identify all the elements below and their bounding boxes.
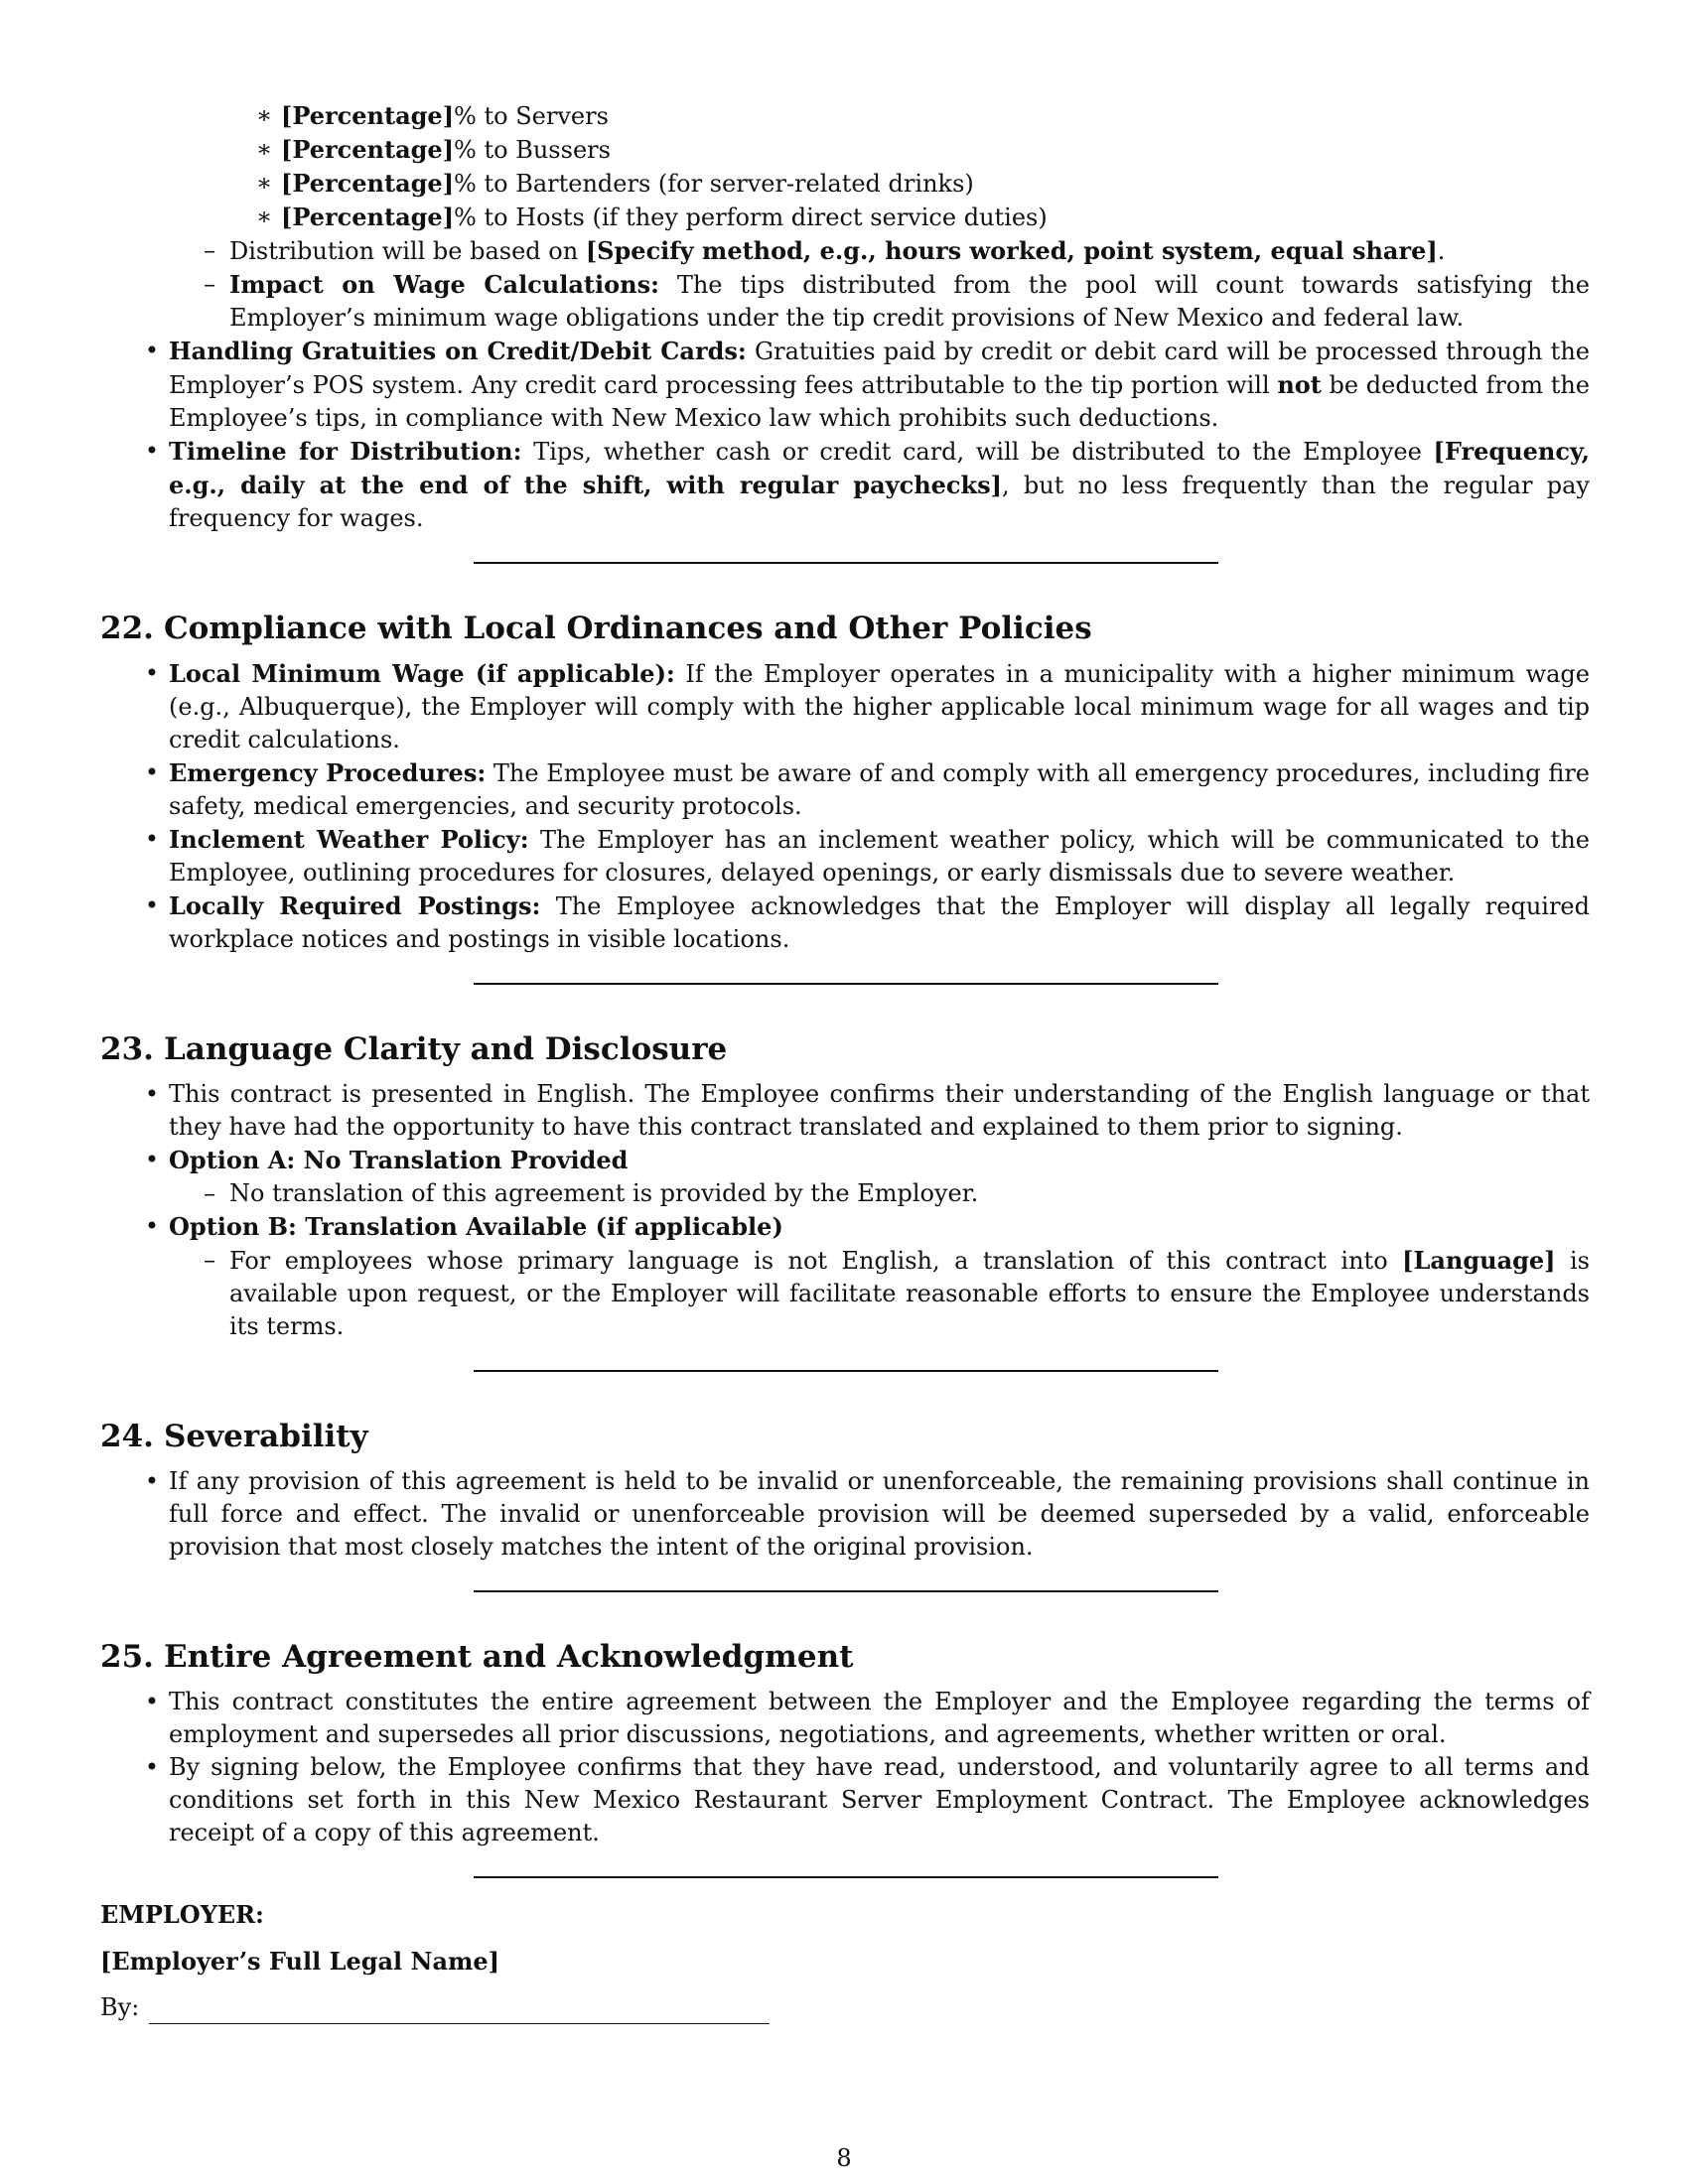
bullet-icon: • — [144, 825, 160, 853]
by-label: By: — [100, 1993, 140, 2021]
list-item-text: The tips distributed from the pool will count towards satisfying the Employer’s minimum wage obligations under the tip credit provisions of New Mexico and federal law. — [229, 271, 1590, 332]
page-number: 8 — [836, 2144, 852, 2172]
list-item-text: Gratuities paid by credit or debit card will be processed through the Employer’s POS system. Any credit card processing fees attributable to the tip portion will — [169, 338, 1590, 399]
asterisk-bullet-icon: ∗ — [255, 101, 273, 129]
bullet-icon: • — [144, 1080, 160, 1108]
list-item-text: This contract is presented in English. The Employee confirms their understanding of the English language or that they have had the opportunity to have this contract translated and explained to them prior to signing. — [169, 1080, 1590, 1141]
list-item-text: The Employee acknowledges that the Employer will display all legally required workplace notices and postings in visible locations. — [169, 892, 1591, 953]
item-heading: Handling Gratuities on Credit/Debit Cards: — [169, 337, 747, 365]
percent-sign: % — [454, 102, 477, 130]
list-item-text: to Servers — [476, 102, 609, 130]
list-item-text: Distribution will be based on — [229, 237, 586, 265]
list-item-text: No translation of this agreement is provided by the Employer. — [229, 1179, 979, 1207]
list-item — [100, 167, 1590, 201]
list-item-text: By signing below, the Employee confirms that they have read, understood, and voluntarily agree to all terms and conditions set forth in this New Mexico Restaurant Server Employment Contract. The Employee acknowledges receipt of a copy of this agreement. — [169, 1753, 1590, 1846]
signature-line — [100, 1991, 1590, 2024]
percent-sign: % — [454, 204, 477, 231]
section-divider — [474, 1590, 1218, 1592]
section-number: 23. — [100, 1031, 154, 1067]
list-item — [100, 133, 1590, 167]
signature-blank[interactable] — [149, 1997, 770, 2024]
list-item — [100, 1751, 1590, 1849]
distribution-method-item — [100, 234, 1590, 268]
list-item — [100, 1078, 1590, 1144]
section-number: 22. — [100, 611, 154, 646]
section-divider — [474, 983, 1218, 985]
section-24-heading — [100, 1417, 1590, 1456]
placeholder-percentage: [Percentage] — [281, 135, 455, 164]
section-title: Severability — [164, 1419, 368, 1454]
section-number: 25. — [100, 1639, 154, 1675]
document-page — [100, 99, 1590, 2024]
bullet-icon: • — [144, 1146, 160, 1173]
list-item-text: , but no less frequently than the regular pay frequency for wages. — [169, 472, 1590, 532]
asterisk-bullet-icon: ∗ — [255, 135, 273, 163]
bullet-icon: • — [144, 758, 160, 786]
bullet-icon: • — [144, 1688, 160, 1715]
option-b-item — [100, 1210, 1590, 1244]
percent-sign: % — [454, 136, 477, 164]
list-item-text: . — [1437, 237, 1446, 265]
section-25-heading — [100, 1637, 1590, 1677]
list-item — [100, 201, 1590, 234]
section-divider — [474, 1370, 1218, 1372]
list-item — [100, 1465, 1590, 1564]
section-22-heading — [100, 609, 1590, 648]
section-number: 24. — [100, 1419, 154, 1454]
list-item-text: The Employer has an inclement weather policy, which will be communicated to the Employee, outlining procedures for closures, delayed openings, or early dismissals due to severe weather. — [169, 826, 1590, 887]
list-item — [100, 1686, 1590, 1751]
item-heading: Impact on Wage Calculations: — [229, 270, 659, 299]
list-item-text: to Hosts (if they perform direct service duties) — [476, 204, 1048, 231]
option-b-detail — [100, 1244, 1590, 1343]
bullet-icon: • — [144, 1467, 160, 1495]
section-title: Language Clarity and Disclosure — [164, 1031, 728, 1067]
section-title: Entire Agreement and Acknowledgment — [164, 1639, 854, 1675]
placeholder-percentage: [Percentage] — [281, 203, 455, 231]
item-heading: Timeline for Distribution: — [169, 437, 522, 466]
list-item — [100, 889, 1590, 956]
list-item-text: be deducted from the Employee’s tips, in compliance with New Mexico law which prohibits such deductions. — [169, 371, 1591, 432]
list-item-text: to Bussers — [476, 136, 611, 164]
bullet-icon: • — [144, 1753, 160, 1781]
section-23-heading — [100, 1029, 1590, 1069]
section-divider — [474, 562, 1218, 564]
list-item-text: This contract constitutes the entire agreement between the Employer and the Employee regarding the terms of employment and supersedes all prior discussions, negotiations, and agreements, whether written or oral. — [169, 1688, 1590, 1748]
placeholder-frequency: [Frequency, e.g., daily at the end of the shift, with regular paychecks] — [169, 437, 1590, 499]
gratuities-item — [100, 335, 1590, 435]
item-heading: Inclement Weather Policy: — [169, 825, 529, 854]
list-item-text: For employees whose primary language is not English, a translation of this contract into — [229, 1247, 1403, 1275]
bullet-icon: • — [144, 891, 160, 919]
employer-name-placeholder: [Employer’s Full Legal Name] — [100, 1947, 500, 1976]
bullet-icon: • — [144, 337, 160, 364]
item-heading: Option A: No Translation Provided — [169, 1146, 629, 1174]
list-item-text: Tips, whether cash or credit card, will be distributed to the Employee — [521, 438, 1434, 466]
bullet-icon: • — [144, 437, 160, 465]
placeholder-method: [Specify method, e.g., hours worked, point system, equal share] — [585, 236, 1438, 265]
signature-heading: EMPLOYER: — [100, 1900, 264, 1929]
list-item-text: to Bartenders (for server-related drinks) — [476, 170, 974, 198]
dash-bullet-icon: – — [204, 236, 215, 264]
item-heading: Option B: Translation Available (if applicable) — [169, 1212, 783, 1241]
item-heading: Emergency Procedures: — [169, 758, 487, 787]
list-item-text: The Employee must be aware of and comply with all emergency procedures, including fire safety, medical emergencies, and security protocols. — [169, 759, 1591, 820]
timeline-item — [100, 435, 1590, 535]
list-item — [100, 756, 1590, 823]
asterisk-bullet-icon: ∗ — [255, 203, 273, 230]
item-heading: Local Minimum Wage (if applicable): — [169, 659, 675, 688]
bullet-icon: • — [144, 659, 160, 687]
section-divider — [474, 1876, 1218, 1878]
list-item — [100, 823, 1590, 889]
list-item — [100, 99, 1590, 133]
dash-bullet-icon: – — [204, 1246, 215, 1274]
placeholder-percentage: [Percentage] — [281, 101, 455, 130]
list-item — [100, 657, 1590, 756]
emphasis-text: not — [1277, 370, 1322, 399]
asterisk-bullet-icon: ∗ — [255, 169, 273, 197]
option-a-item — [100, 1144, 1590, 1177]
placeholder-language: [Language] — [1402, 1246, 1556, 1275]
tip-percentage-list — [100, 99, 1590, 234]
dash-bullet-icon: – — [204, 270, 215, 298]
section-title: Compliance with Local Ordinances and Other Policies — [164, 611, 1092, 646]
dash-bullet-icon: – — [204, 1179, 215, 1207]
list-item-text: is available upon request, or the Employer will facilitate reasonable efforts to ensure the Employee understands its terms. — [229, 1247, 1590, 1340]
list-item-text: If any provision of this agreement is held to be invalid or unenforceable, the remaining provisions shall continue in full force and effect. The invalid or unenforceable provision will be deemed superseded by a valid, enforceable provision that most closely matches the intent of the original provision. — [169, 1467, 1590, 1561]
list-item-text: If the Employer operates in a municipality with a higher minimum wage (e.g., Albuquerque), the Employer will comply with the higher applicable local minimum wage for all wages and tip credit calculations. — [169, 660, 1590, 753]
placeholder-percentage: [Percentage] — [281, 169, 455, 198]
bullet-icon: • — [144, 1212, 160, 1240]
option-a-detail — [100, 1177, 1590, 1210]
item-heading: Locally Required Postings: — [169, 891, 541, 920]
wage-impact-item — [100, 268, 1590, 335]
percent-sign: % — [454, 170, 477, 198]
